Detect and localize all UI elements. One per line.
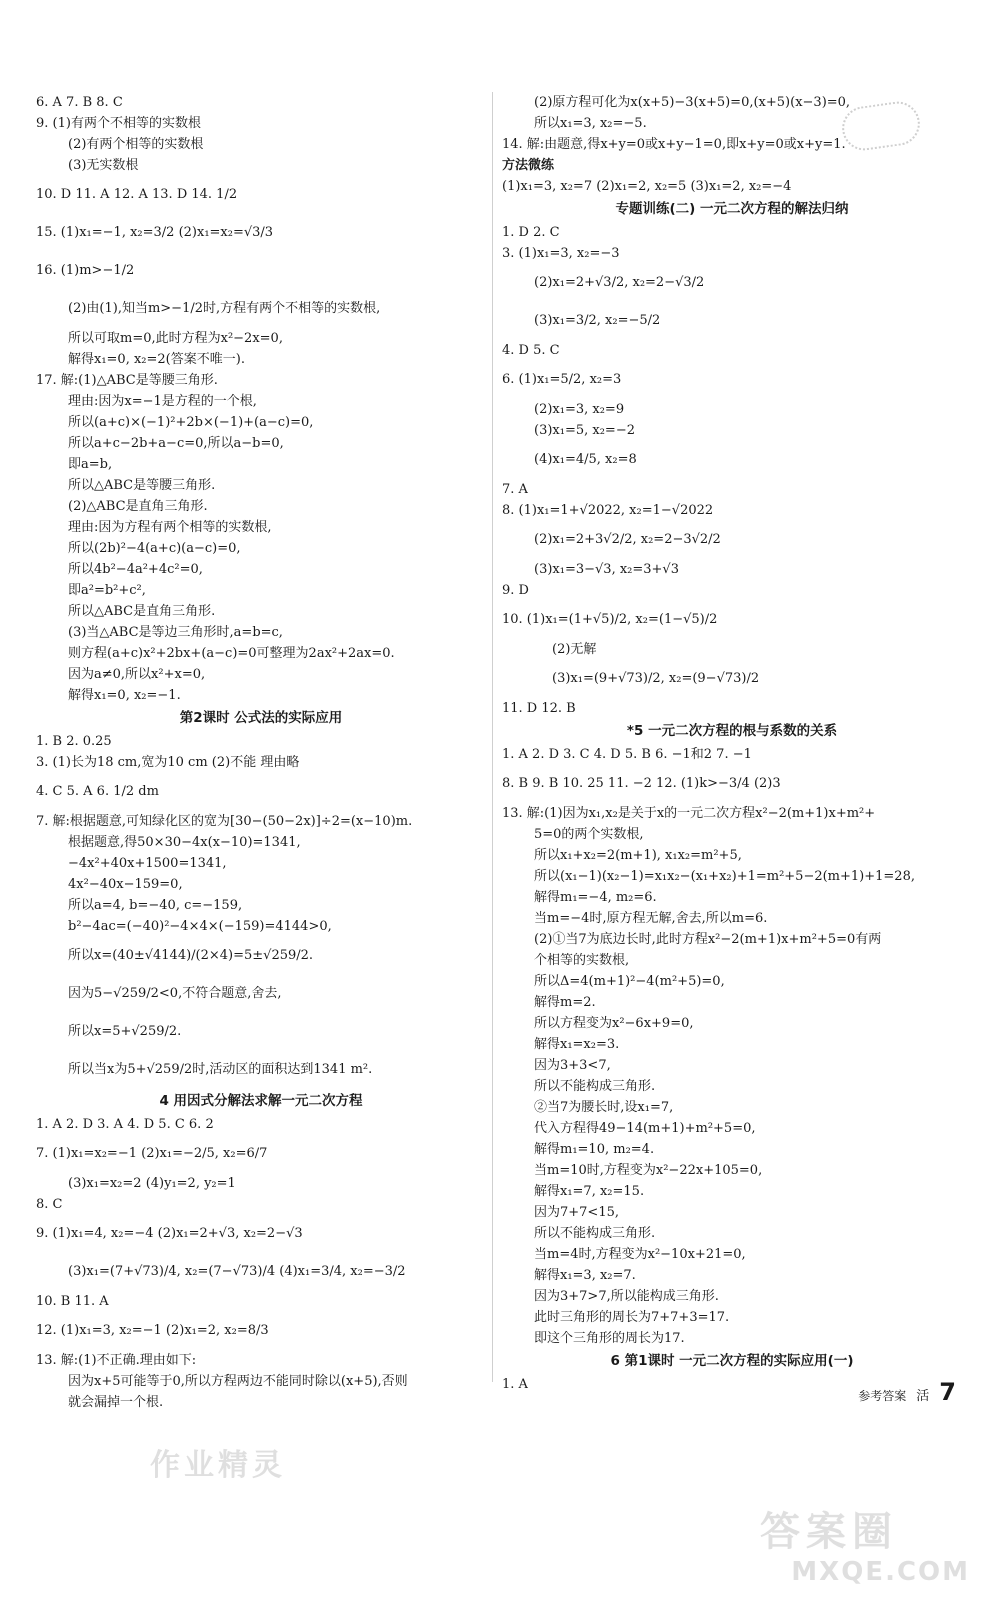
answer-line: 1. B 2. 0.25 bbox=[36, 734, 112, 749]
answer-line: (3)x₁=x₂=2 (4)y₁=2, y₂=1 bbox=[68, 1176, 236, 1191]
answer-line: 8. (1)x₁=1+√2022, x₂=1−√2022 bbox=[502, 503, 714, 518]
answer-line: (3)x₁=3/2, x₂=−5/2 bbox=[534, 313, 661, 328]
answer-line: 9. D bbox=[502, 583, 529, 598]
answer-line: 3. (1)长为18 cm,宽为10 cm (2)不能 理由略 bbox=[36, 755, 300, 770]
answer-line: 即a²=b²+c², bbox=[68, 583, 146, 598]
answer-line: (2)无解 bbox=[552, 642, 597, 657]
answer-line: 因为7+7<15, bbox=[534, 1205, 620, 1220]
answer-line: 因为3+7>7,所以能构成三角形. bbox=[534, 1289, 719, 1304]
answer-line: 7. (1)x₁=x₂=−1 (2)x₁=−2/5, x₂=6/7 bbox=[36, 1146, 268, 1161]
answer-line: 12. (1)x₁=3, x₂=−1 (2)x₁=2, x₂=8/3 bbox=[36, 1323, 269, 1338]
answer-line: 解得x₁=7, x₂=15. bbox=[534, 1184, 645, 1199]
footer-label: 参考答案 bbox=[858, 1389, 907, 1403]
answer-line: 解得m₁=10, m₂=4. bbox=[534, 1142, 655, 1157]
section-heading: *5 一元二次方程的根与系数的关系 bbox=[626, 723, 838, 739]
logo-url: MXQE.COM bbox=[791, 1557, 970, 1587]
answer-line: 1. A 2. D 3. C 4. D 5. B 6. −1和2 7. −1 bbox=[502, 747, 752, 762]
answer-line: 所以△ABC是直角三角形. bbox=[68, 604, 216, 619]
answer-line: 16. (1)m>−1/2 bbox=[36, 263, 135, 278]
answer-line: 所以4b²−4a²+4c²=0, bbox=[68, 562, 203, 577]
answer-line: 7. 解:根据题意,可知绿化区的宽为[30−(50−2x)]÷2=(x−10)m. bbox=[36, 814, 413, 829]
answer-line: 9. (1)x₁=4, x₂=−4 (2)x₁=2+√3, x₂=2−√3 bbox=[36, 1226, 303, 1241]
answer-line: 6. A 7. B 8. C bbox=[36, 95, 123, 110]
page-number: 7 bbox=[939, 1378, 956, 1406]
answer-line: 4. D 5. C bbox=[502, 343, 560, 358]
answer-line: 5=0的两个实数根, bbox=[534, 827, 644, 842]
answer-line: 理由:因为x=−1是方程的一个根, bbox=[68, 394, 257, 409]
site-logo-watermark bbox=[760, 1500, 970, 1590]
answer-line: 4x²−40x−159=0, bbox=[68, 877, 183, 892]
answer-line: 解得x₁=3, x₂=7. bbox=[534, 1268, 636, 1283]
column-divider bbox=[492, 92, 493, 1382]
section-heading: 第2课时 公式法的实际应用 bbox=[179, 710, 343, 726]
answer-line: 解得x₁=0, x₂=−1. bbox=[68, 688, 181, 703]
answer-line: 所以当x为5+√259/2时,活动区的面积达到1341 m². bbox=[68, 1062, 373, 1077]
answer-line: 就会漏掉一个根. bbox=[68, 1395, 164, 1410]
section-heading: 专题训练(二) 一元二次方程的解法归纳 bbox=[615, 201, 849, 217]
answer-line: 14. 解:由题意,得x+y=0或x+y−1=0,即x+y=0或x+y=1. bbox=[502, 137, 846, 152]
answer-line: 10. B 11. A bbox=[36, 1294, 109, 1309]
answer-line: 8. C bbox=[36, 1197, 63, 1212]
answer-line: (2)△ABC是直角三角形. bbox=[68, 499, 208, 514]
answer-line: 8. B 9. B 10. 25 11. −2 12. (1)k>−3/4 (2)3 bbox=[502, 776, 781, 791]
answer-line: 所以不能构成三角形. bbox=[534, 1079, 656, 1094]
answer-column-right bbox=[502, 92, 962, 1395]
answer-line: 所以a+c−2b+a−c=0,所以a−b=0, bbox=[68, 436, 284, 451]
answer-line: 根据题意,得50×30−4x(x−10)=1341, bbox=[68, 835, 301, 850]
answer-line: (4)x₁=4/5, x₂=8 bbox=[534, 452, 637, 467]
section-heading: 6 第1课时 一元二次方程的实际应用(一) bbox=[610, 1353, 854, 1369]
answer-line: 则方程(a+c)x²+2bx+(a−c)=0可整理为2ax²+2ax=0. bbox=[68, 646, 395, 661]
footer-word: 活 bbox=[916, 1389, 930, 1404]
answer-line: 9. (1)有两个不相等的实数根 bbox=[36, 116, 201, 131]
answer-line: 17. 解:(1)△ABC是等腰三角形. bbox=[36, 373, 218, 388]
answer-column-left bbox=[36, 92, 486, 1413]
answer-line: 因为3+3<7, bbox=[534, 1058, 611, 1073]
answer-line: 所以x=5+√259/2. bbox=[68, 1024, 182, 1039]
answer-line: 因为5−√259/2<0,不符合题意,舍去, bbox=[68, 986, 282, 1001]
answer-line: (3)无实数根 bbox=[68, 158, 139, 173]
answer-line: (2)原方程可化为x(x+5)−3(x+5)=0,(x+5)(x−3)=0, bbox=[534, 95, 851, 110]
logo-text: 答案圈 bbox=[760, 1509, 898, 1555]
answer-line: 所以不能构成三角形. bbox=[534, 1226, 656, 1241]
answer-line: 13. 解:(1)因为x₁,x₂是关于x的一元二次方程x²−2(m+1)x+m²+ bbox=[502, 806, 876, 821]
answer-line: 1. D 2. C bbox=[502, 225, 560, 240]
section-heading: 4 用因式分解法求解一元二次方程 bbox=[159, 1093, 363, 1109]
answer-line: 1. A bbox=[502, 1377, 528, 1392]
answer-line: (3)x₁=5, x₂=−2 bbox=[534, 423, 635, 438]
answer-line: 所以可取m=0,此时方程为x²−2x=0, bbox=[68, 331, 283, 346]
answer-line: 当m=4时,方程变为x²−10x+21=0, bbox=[534, 1247, 746, 1262]
answer-line: (2)①当7为底边长时,此时方程x²−2(m+1)x+m²+5=0有两 bbox=[534, 932, 882, 947]
answer-line: 即这个三角形的周长为17. bbox=[534, 1331, 685, 1346]
answer-line: 当m=−4时,原方程无解,舍去,所以m=6. bbox=[534, 911, 768, 926]
answer-line: (3)x₁=(9+√73)/2, x₂=(9−√73)/2 bbox=[552, 671, 760, 686]
answer-line: 因为a≠0,所以x²+x=0, bbox=[68, 667, 206, 682]
answer-line: 所以Δ=4(m+1)²−4(m²+5)=0, bbox=[534, 974, 725, 989]
answer-line: 理由:因为方程有两个相等的实数根, bbox=[68, 520, 272, 535]
answer-line: 代入方程得49−14(m+1)+m²+5=0, bbox=[534, 1121, 756, 1136]
answer-line: 解得x₁=x₂=3. bbox=[534, 1037, 620, 1052]
answer-line: 当m=10时,方程变为x²−22x+105=0, bbox=[534, 1163, 763, 1178]
answer-line: (2)x₁=3, x₂=9 bbox=[534, 402, 625, 417]
answer-line: ②当7为腰长时,设x₁=7, bbox=[534, 1100, 674, 1115]
answer-line: 所以x₁=3, x₂=−5. bbox=[534, 116, 647, 131]
answer-line: 15. (1)x₁=−1, x₂=3/2 (2)x₁=x₂=√3/3 bbox=[36, 225, 274, 240]
answer-line: (2)x₁=2+3√2/2, x₂=2−3√2/2 bbox=[534, 532, 721, 547]
answer-line: 所以方程变为x²−6x+9=0, bbox=[534, 1016, 694, 1031]
answer-line: 6. (1)x₁=5/2, x₂=3 bbox=[502, 372, 622, 387]
answer-line: 个相等的实数根, bbox=[534, 953, 630, 968]
answer-line: (3)x₁=(7+√73)/4, x₂=(7−√73)/4 (4)x₁=3/4, x₂=−3/2 bbox=[68, 1264, 406, 1279]
answer-line: 所以(2b)²−4(a+c)(a−c)=0, bbox=[68, 541, 241, 556]
answer-line: 即a=b, bbox=[68, 457, 113, 472]
answer-line: (2)由(1),知当m>−1/2时,方程有两个不相等的实数根, bbox=[68, 301, 381, 316]
page-footer bbox=[858, 1378, 956, 1406]
answer-line: 因为x+5可能等于0,所以方程两边不能同时除以(x+5),否则 bbox=[68, 1374, 408, 1389]
answer-line: 4. C 5. A 6. 1/2 dm bbox=[36, 784, 159, 799]
answer-line: 1. A 2. D 3. A 4. D 5. C 6. 2 bbox=[36, 1117, 214, 1132]
answer-line: 所以△ABC是等腰三角形. bbox=[68, 478, 216, 493]
answer-line: 13. 解:(1)不正确.理由如下: bbox=[36, 1353, 197, 1368]
answer-line: 所以x=(40±√4144)/(2×4)=5±√259/2. bbox=[68, 948, 314, 963]
answer-line: (2)x₁=2+√3/2, x₂=2−√3/2 bbox=[534, 275, 705, 290]
answer-line: 11. D 12. B bbox=[502, 701, 576, 716]
answer-line: 所以a=4, b=−40, c=−159, bbox=[68, 898, 243, 913]
answer-line: (3)当△ABC是等边三角形时,a=b=c, bbox=[68, 625, 283, 640]
answer-line: (2)有两个相等的实数根 bbox=[68, 137, 204, 152]
answer-line: 此时三角形的周长为7+7+3=17. bbox=[534, 1310, 730, 1325]
answer-line: 解得x₁=0, x₂=2(答案不唯一). bbox=[68, 352, 245, 367]
answer-line: 3. (1)x₁=3, x₂=−3 bbox=[502, 246, 620, 261]
answer-line: 所以x₁+x₂=2(m+1), x₁x₂=m²+5, bbox=[534, 848, 742, 863]
answer-line: 解得m=2. bbox=[534, 995, 596, 1010]
answer-line: 10. D 11. A 12. A 13. D 14. 1/2 bbox=[36, 187, 238, 202]
answer-line: 方法微练 bbox=[502, 158, 555, 173]
answer-line: b²−4ac=(−40)²−4×4×(−159)=4144>0, bbox=[68, 919, 332, 934]
answer-line: 所以(x₁−1)(x₂−1)=x₁x₂−(x₁+x₂)+1=m²+5−2(m+1)+1=28, bbox=[534, 869, 915, 884]
answer-line: 10. (1)x₁=(1+√5)/2, x₂=(1−√5)/2 bbox=[502, 612, 718, 627]
answer-line: −4x²+40x+1500=1341, bbox=[68, 856, 227, 871]
answer-line: 解得m₁=−4, m₂=6. bbox=[534, 890, 657, 905]
answer-line: (1)x₁=3, x₂=7 (2)x₁=2, x₂=5 (3)x₁=2, x₂=−4 bbox=[502, 179, 792, 194]
bottom-watermark: 作业精灵 bbox=[150, 1448, 286, 1483]
answer-line: 所以(a+c)×(−1)²+2b×(−1)+(a−c)=0, bbox=[68, 415, 314, 430]
answer-line: 7. A bbox=[502, 482, 528, 497]
answer-line: (3)x₁=3−√3, x₂=3+√3 bbox=[534, 562, 679, 577]
